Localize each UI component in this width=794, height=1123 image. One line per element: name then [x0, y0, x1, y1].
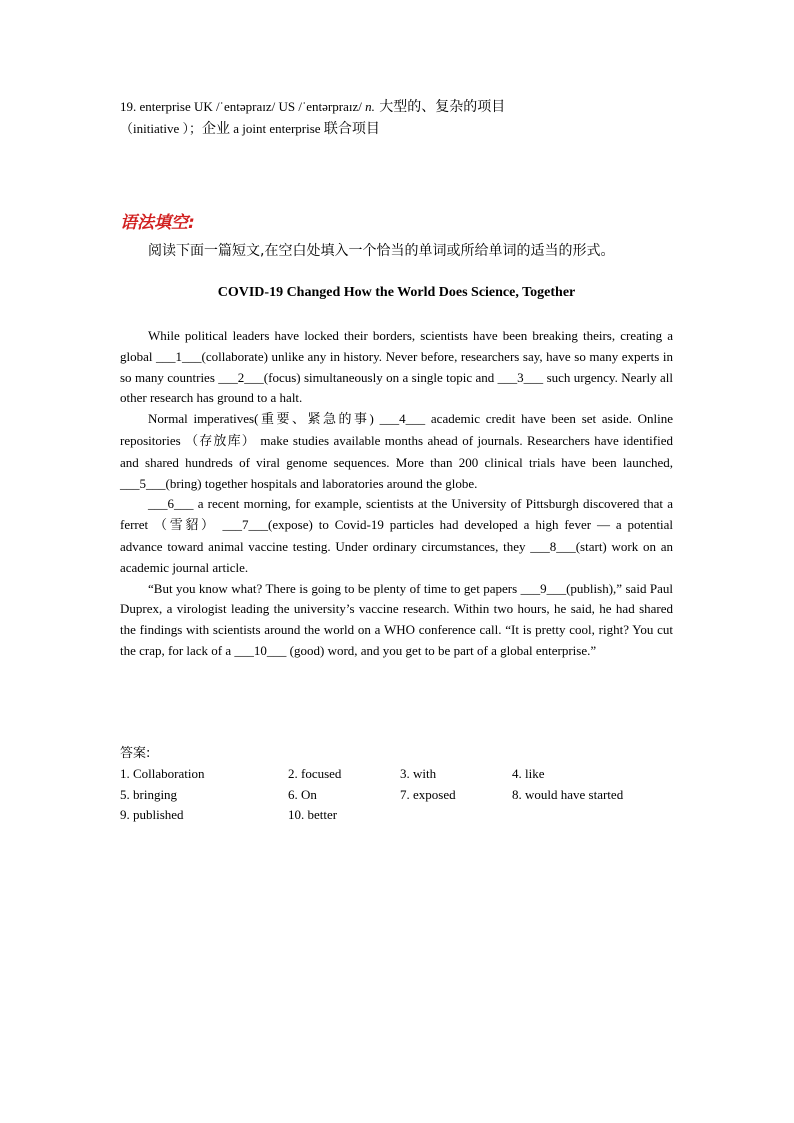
answer-item: 7. exposed [400, 786, 456, 802]
paragraph-2-part-b: ) ___4___ academic credit have been set aside. Online repositories [120, 411, 673, 448]
answers-label: 答案: [120, 746, 151, 761]
answer-item: 10. better [288, 807, 338, 823]
paragraph-3 [120, 494, 673, 578]
section-title: 语法填空: [120, 213, 195, 233]
answer-item: 3. with [400, 766, 437, 781]
vocab-example: a joint enterprise [229, 121, 324, 136]
vocab-entry [120, 96, 673, 140]
paragraph-3-part-a: ___6___ a recent morning, for example, scientists at the University of Pittsburgh discovered that a ferret [120, 496, 673, 533]
answer-item: 9. published [120, 807, 184, 823]
answer-item: 5. bringing [120, 786, 178, 802]
vocab-pos: n. [365, 99, 375, 114]
vocab-meaning: 大型的、复杂的项目 [374, 99, 506, 115]
article-body [120, 326, 673, 662]
paragraph-4: “But you know what? There is going to be plenty of time to get papers ___9___(publish),” said Paul Duprex, a virologist leading the university’s vaccine research. Within two hours, he said, he had shared the findings with scientists around the world on a WHO conference call. “It is pretty cool, right? You cut the crap, for lack of a ___10___ (good) word, and you get to be part of a global enterprise.” [120, 580, 673, 658]
paragraph-2-gloss-repositories: （存放库） [185, 433, 256, 449]
vocab-example-meaning: 联合项目 [323, 121, 380, 137]
paragraph-1: While political leaders have locked their borders, scientists have been breaking theirs, creating a global ___1___(collaborate) unlike any in history. Never before, researchers say, have so many experts in so many countries ___2___(focus) simultaneously on a single topic and ___3___ such urgency. Nearly all other research has ground to a halt. [120, 328, 673, 406]
answer-item: 6. On [288, 786, 317, 802]
article-title: COVID-19 Changed How the World Does Science, Together [217, 285, 576, 300]
answer-item: 1. Collaboration [120, 766, 205, 781]
paragraph-2-gloss-imperatives: 重要、紧急的事 [258, 412, 370, 428]
answers-grid [120, 764, 680, 826]
answer-item: 8. would have started [512, 786, 624, 802]
paragraph-2-part-c: make studies available months ahead of journals. Researchers have identified and shared hundreds of viral genome sequences. More than 200 clinical trials have been launched, ___5___(bring) together hospitals and laboratories around the globe. [120, 432, 673, 491]
paragraph-3-gloss-ferret: （雪貂） [154, 518, 217, 534]
paragraph-2-part-a: Normal imperatives( [148, 411, 259, 427]
paragraph-2 [120, 409, 673, 494]
vocab-synonym: （initiative ）； [120, 121, 202, 136]
instruction-text: 阅读下面一篇短文,在空白处填入一个恰当的单词或所给单词的适当的形式。 [148, 243, 615, 259]
vocab-meaning-enterprise: 企业 [201, 121, 230, 137]
answer-item: 4. like [512, 766, 545, 781]
vocab-phonetics: 19. enterprise UK /ˈentəpraɪz/ US /ˈentərpraɪz/ [120, 99, 366, 114]
answer-item: 2. focused [288, 766, 342, 781]
paragraph-3-part-b: ___7___(expose) to Covid-19 particles had developed a high fever — a potential advance toward animal vaccine testing. Under ordinary circumstances, they ___8___(start) work on an academic journal article. [120, 517, 673, 575]
